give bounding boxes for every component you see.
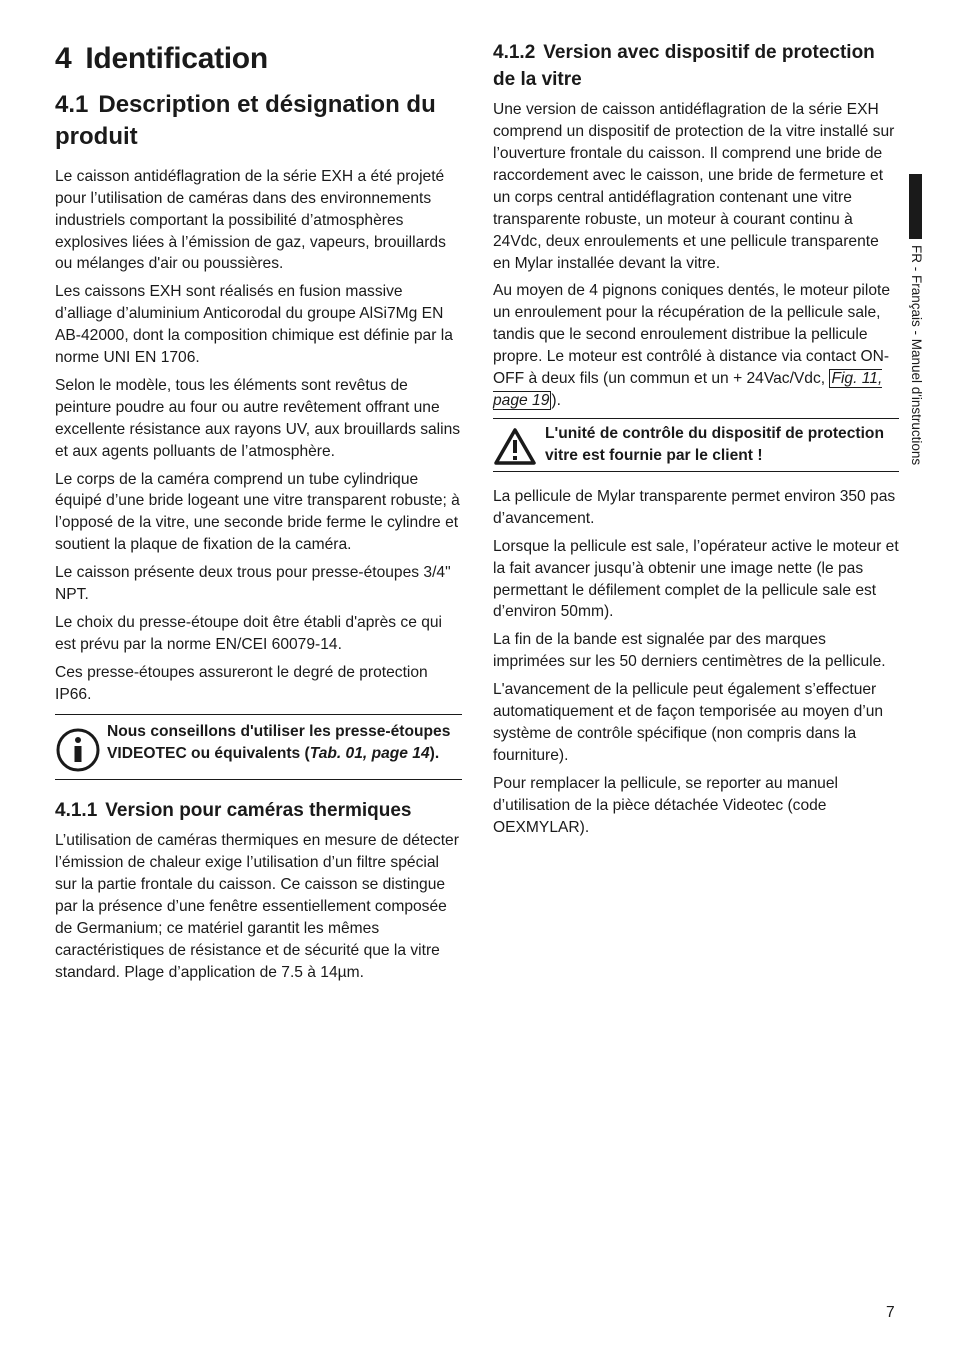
page-number: 7: [886, 1304, 895, 1321]
section-heading-4-1: [55, 89, 462, 154]
info-note-text-start: Nous conseillons d'utiliser les presse-étoupes VIDEOTEC ou équivalents (: [107, 722, 451, 762]
section-title: Version pour caméras thermiques: [105, 799, 412, 821]
chapter-heading: [55, 42, 462, 75]
paragraph: Ces presse-étoupes assureront le degré de protection IP66.: [55, 663, 428, 703]
info-note: [55, 714, 462, 780]
section-number: 4.1.1: [55, 799, 98, 821]
figure-reference-link[interactable]: Fig. 11, page 19: [493, 370, 883, 409]
paragraph: La fin de la bande est signalée par des marques imprimées sur les 50 derniers centimètres de la pellicule.: [493, 631, 886, 671]
paragraph: [493, 280, 899, 411]
paragraph: Le corps de la caméra comprend un tube cylindrique équipé d’une bride logeant une vitre transparent robuste; à l’opposé de la vitre, une seconde bride ferme le cylindre et soutient la plaque de fixation de la caméra.: [55, 470, 460, 554]
paragraph: La pellicule de Mylar transparente permet environ 350 pas d’avancement.: [493, 487, 896, 527]
section-number: 4.1.2: [493, 42, 536, 63]
section-title: Description et désignation du produit: [55, 91, 436, 151]
paragraph-text-end: ).: [551, 391, 561, 409]
section-title: Version avec dispositif de protection de la vitre: [493, 42, 875, 90]
paragraph: Selon le modèle, tous les éléments sont revêtus de peinture poudre au four ou autre revêtement offrant une excellente résistance aux rayons UV, aux brouillards salins et aux agents polluants de l’atmosphère.: [55, 376, 461, 460]
paragraph: L'avancement de la pellicule peut également s’effectuer automatiquement et de façon temporisée au moyen d’un système de contrôle spécifique (non compris dans la fourniture).: [493, 681, 884, 764]
side-tab-label: FR - Français - Manuel d'instructions: [909, 245, 924, 466]
paragraph: Les caissons EXH sont réalisés en fusion massive d’alliage d’aluminium Anticorodal du groupe AlSi7Mg EN AB-42000, dont la composition chimique est définie par la norme UNI EN 1706.: [55, 283, 453, 367]
section-number: 4.1: [55, 91, 89, 118]
side-tab-marker: [909, 174, 922, 239]
paragraph: Le caisson présente deux trous pour presse-étoupes 3/4" NPT.: [55, 564, 451, 604]
info-note-text-end: ).: [429, 744, 440, 762]
paragraph: Lorsque la pellicule est sale, l’opérateur active le moteur et la fait avancer jusqu’à obtenir une image nette (le pas permettant le défilement complet de la pellicule sale est d’environ 50mm).: [493, 537, 899, 621]
paragraph: L’utilisation de caméras thermiques en mesure de détecter l’émission de chaleur exige l’utilisation d’un filtre spécial sur la partie frontale du caisson. Ce caisson se distingue par la présence d’une fenêtre essentiellement composée de Germanium; ce matériel garantit les mêmes caractéristiques de résistance et de sécurité que la vitre standard. Plage d’application de 7.5 à 14µm.: [55, 832, 459, 981]
section-heading-4-1-1: [55, 798, 462, 825]
info-note-reference[interactable]: Tab. 01, page 14: [309, 744, 430, 762]
paragraph: Le caisson antidéflagration de la série EXH a été projeté pour l’utilisation de caméras dans des environnements industriels comportant la possibilité d’atmosphères explosives liées à l’émission de gaz, vapeurs, brouillards ou mélanges d'air ou poussières.: [55, 167, 446, 273]
paragraph: Le choix du presse-étoupe doit être établi d'après ce qui est prévu par la norme EN/CEI 60079-14.: [55, 614, 443, 653]
warning-icon: [493, 427, 537, 467]
warning-note-text: L'unité de contrôle du dispositif de protection vitre est fournie par le client !: [545, 424, 884, 464]
chapter-title: Identification: [85, 42, 268, 75]
info-note-text: [107, 721, 462, 765]
info-icon: [55, 727, 101, 773]
left-column: [55, 36, 462, 990]
paragraph: Une version de caisson antidéflagration de la série EXH comprend un dispositif de protection de la vitre installé sur l’ouverture frontale du caisson. Il comprend une bride de raccordement avec le caisson, une bride de fermeture et un corps central antidéflagration contenant une vitre transparente robuste, un moteur à courant continu à 24Vdc, deux enroulements et une pellicule transparente en Mylar installée devant la vitre.: [493, 101, 895, 272]
right-column: [493, 36, 899, 844]
section-heading-4-1-2: [493, 40, 899, 93]
chapter-number: 4: [55, 42, 72, 75]
paragraph-text: Au moyen de 4 pignons coniques dentés, le moteur pilote un enroulement pour la récupération de la pellicule sale, tandis que le second enroulement distribue la pellicule propre. Le moteur est contrôlé à distance via contact ON-OFF à deux fils (un commun et un + 24Vac/Vdc,: [493, 282, 891, 388]
paragraph: Pour remplacer la pellicule, se reporter au manuel d’utilisation de la pièce détachée Videotec (code OEXMYLAR).: [493, 774, 838, 836]
warning-note: [493, 418, 899, 472]
